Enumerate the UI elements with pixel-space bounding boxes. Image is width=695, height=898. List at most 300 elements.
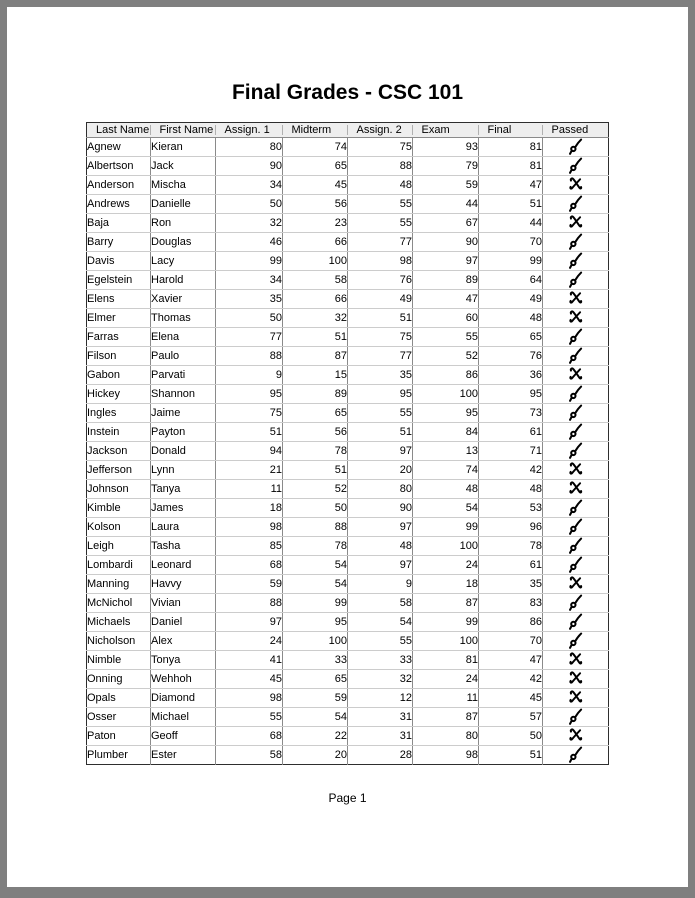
column-header-midterm: Midterm	[283, 123, 348, 138]
cell-passed	[543, 366, 609, 385]
cell-assign2: 33	[348, 651, 413, 670]
failed-x-icon	[568, 670, 583, 687]
cell-passed	[543, 537, 609, 556]
cell-first: Vivian	[151, 594, 216, 613]
cell-assign1: 35	[216, 290, 283, 309]
failed-x-icon	[568, 290, 583, 307]
passed-check-icon	[568, 233, 583, 250]
cell-last: Jefferson	[87, 461, 151, 480]
cell-final: 47	[479, 176, 543, 195]
table-row	[87, 613, 609, 632]
table-row	[87, 594, 609, 613]
cell-passed	[543, 271, 609, 290]
cell-last: Kimble	[87, 499, 151, 518]
cell-last: Plumber	[87, 746, 151, 765]
cell-assign2: 54	[348, 613, 413, 632]
table-row	[87, 385, 609, 404]
cell-first: Leonard	[151, 556, 216, 575]
cell-last: Filson	[87, 347, 151, 366]
passed-check-icon	[568, 423, 583, 440]
cell-last: Farras	[87, 328, 151, 347]
cell-passed	[543, 670, 609, 689]
cell-first: Michael	[151, 708, 216, 727]
cell-passed	[543, 746, 609, 765]
cell-last: Ingles	[87, 404, 151, 423]
cell-midterm: 54	[283, 575, 348, 594]
cell-exam: 100	[413, 385, 479, 404]
cell-passed	[543, 518, 609, 537]
cell-first: Lacy	[151, 252, 216, 271]
cell-assign2: 75	[348, 328, 413, 347]
cell-passed	[543, 176, 609, 195]
cell-assign1: 59	[216, 575, 283, 594]
cell-midterm: 87	[283, 347, 348, 366]
passed-check-icon	[568, 746, 583, 763]
cell-passed	[543, 632, 609, 651]
cell-assign1: 75	[216, 404, 283, 423]
cell-assign2: 32	[348, 670, 413, 689]
cell-final: 81	[479, 138, 543, 157]
table-row	[87, 556, 609, 575]
cell-assign1: 32	[216, 214, 283, 233]
cell-assign2: 55	[348, 404, 413, 423]
cell-midterm: 51	[283, 461, 348, 480]
cell-first: Thomas	[151, 309, 216, 328]
passed-check-icon	[568, 328, 583, 345]
cell-passed	[543, 499, 609, 518]
table-row	[87, 271, 609, 290]
header-row	[87, 123, 609, 138]
cell-midterm: 59	[283, 689, 348, 708]
cell-assign2: 12	[348, 689, 413, 708]
cell-exam: 59	[413, 176, 479, 195]
cell-exam: 89	[413, 271, 479, 290]
cell-assign2: 95	[348, 385, 413, 404]
cell-assign2: 97	[348, 556, 413, 575]
cell-assign1: 99	[216, 252, 283, 271]
cell-assign2: 49	[348, 290, 413, 309]
cell-first: Harold	[151, 271, 216, 290]
cell-last: Osser	[87, 708, 151, 727]
cell-exam: 54	[413, 499, 479, 518]
cell-assign2: 51	[348, 423, 413, 442]
cell-passed	[543, 651, 609, 670]
cell-first: Mischa	[151, 176, 216, 195]
cell-last: Gabon	[87, 366, 151, 385]
cell-passed	[543, 252, 609, 271]
cell-midterm: 54	[283, 708, 348, 727]
cell-midterm: 78	[283, 537, 348, 556]
table-row	[87, 480, 609, 499]
passed-check-icon	[568, 271, 583, 288]
cell-assign2: 80	[348, 480, 413, 499]
cell-first: Wehhoh	[151, 670, 216, 689]
cell-final: 78	[479, 537, 543, 556]
cell-assign2: 55	[348, 214, 413, 233]
cell-last: Andrews	[87, 195, 151, 214]
column-header-last: Last Name	[87, 123, 151, 138]
cell-midterm: 45	[283, 176, 348, 195]
cell-passed	[543, 385, 609, 404]
column-header-exam: Exam	[413, 123, 479, 138]
cell-passed	[543, 404, 609, 423]
cell-assign1: 46	[216, 233, 283, 252]
cell-last: Elens	[87, 290, 151, 309]
cell-final: 61	[479, 423, 543, 442]
cell-exam: 99	[413, 613, 479, 632]
cell-midterm: 15	[283, 366, 348, 385]
passed-check-icon	[568, 556, 583, 573]
cell-final: 51	[479, 195, 543, 214]
table-row	[87, 632, 609, 651]
cell-assign1: 55	[216, 708, 283, 727]
cell-last: Baja	[87, 214, 151, 233]
cell-assign1: 45	[216, 670, 283, 689]
cell-assign1: 24	[216, 632, 283, 651]
cell-midterm: 65	[283, 404, 348, 423]
cell-passed	[543, 195, 609, 214]
cell-assign1: 95	[216, 385, 283, 404]
table-row	[87, 328, 609, 347]
passed-check-icon	[568, 404, 583, 421]
cell-exam: 90	[413, 233, 479, 252]
cell-last: Barry	[87, 233, 151, 252]
cell-assign2: 77	[348, 233, 413, 252]
column-header-final: Final	[479, 123, 543, 138]
cell-assign2: 55	[348, 195, 413, 214]
cell-passed	[543, 594, 609, 613]
cell-assign1: 68	[216, 727, 283, 746]
cell-first: Xavier	[151, 290, 216, 309]
failed-x-icon	[568, 366, 583, 383]
cell-assign1: 90	[216, 157, 283, 176]
cell-exam: 48	[413, 480, 479, 499]
cell-assign2: 28	[348, 746, 413, 765]
cell-assign2: 97	[348, 442, 413, 461]
column-header-assign2: Assign. 2	[348, 123, 413, 138]
cell-final: 81	[479, 157, 543, 176]
cell-first: Tanya	[151, 480, 216, 499]
cell-midterm: 23	[283, 214, 348, 233]
cell-passed	[543, 214, 609, 233]
cell-first: Lynn	[151, 461, 216, 480]
cell-assign2: 48	[348, 176, 413, 195]
passed-check-icon	[568, 138, 583, 155]
cell-assign1: 34	[216, 176, 283, 195]
cell-first: Ester	[151, 746, 216, 765]
cell-assign1: 88	[216, 594, 283, 613]
cell-passed	[543, 613, 609, 632]
table-row	[87, 423, 609, 442]
grades-table	[86, 122, 609, 765]
cell-passed	[543, 708, 609, 727]
cell-exam: 93	[413, 138, 479, 157]
cell-exam: 87	[413, 594, 479, 613]
cell-passed	[543, 480, 609, 499]
column-header-first: First Name	[151, 123, 216, 138]
cell-passed	[543, 461, 609, 480]
cell-last: Johnson	[87, 480, 151, 499]
failed-x-icon	[568, 176, 583, 193]
cell-midterm: 52	[283, 480, 348, 499]
table-row	[87, 366, 609, 385]
cell-last: Nicholson	[87, 632, 151, 651]
cell-first: Paulo	[151, 347, 216, 366]
table-row	[87, 157, 609, 176]
cell-exam: 47	[413, 290, 479, 309]
cell-exam: 44	[413, 195, 479, 214]
cell-first: Douglas	[151, 233, 216, 252]
cell-exam: 13	[413, 442, 479, 461]
cell-midterm: 99	[283, 594, 348, 613]
passed-check-icon	[568, 594, 583, 611]
cell-final: 42	[479, 461, 543, 480]
cell-last: Manning	[87, 575, 151, 594]
column-header-assign1: Assign. 1	[216, 123, 283, 138]
passed-check-icon	[568, 157, 583, 174]
cell-first: Geoff	[151, 727, 216, 746]
cell-assign2: 77	[348, 347, 413, 366]
cell-final: 76	[479, 347, 543, 366]
cell-assign1: 80	[216, 138, 283, 157]
cell-last: Agnew	[87, 138, 151, 157]
cell-assign2: 31	[348, 708, 413, 727]
cell-passed	[543, 689, 609, 708]
cell-final: 86	[479, 613, 543, 632]
cell-first: Parvati	[151, 366, 216, 385]
passed-check-icon	[568, 518, 583, 535]
cell-first: Elena	[151, 328, 216, 347]
table-row	[87, 442, 609, 461]
cell-assign2: 90	[348, 499, 413, 518]
cell-assign1: 34	[216, 271, 283, 290]
cell-exam: 24	[413, 670, 479, 689]
cell-assign1: 88	[216, 347, 283, 366]
cell-last: Davis	[87, 252, 151, 271]
cell-exam: 87	[413, 708, 479, 727]
cell-exam: 84	[413, 423, 479, 442]
cell-first: Donald	[151, 442, 216, 461]
table-row	[87, 537, 609, 556]
cell-first: Havvy	[151, 575, 216, 594]
cell-passed	[543, 575, 609, 594]
cell-final: 96	[479, 518, 543, 537]
cell-final: 73	[479, 404, 543, 423]
cell-final: 49	[479, 290, 543, 309]
cell-last: Paton	[87, 727, 151, 746]
cell-last: McNichol	[87, 594, 151, 613]
cell-first: Jack	[151, 157, 216, 176]
cell-exam: 60	[413, 309, 479, 328]
cell-exam: 52	[413, 347, 479, 366]
table-row	[87, 708, 609, 727]
table-row	[87, 233, 609, 252]
cell-assign2: 76	[348, 271, 413, 290]
cell-midterm: 58	[283, 271, 348, 290]
table-row	[87, 252, 609, 271]
cell-exam: 81	[413, 651, 479, 670]
cell-passed	[543, 423, 609, 442]
table-row	[87, 499, 609, 518]
cell-assign1: 11	[216, 480, 283, 499]
cell-midterm: 100	[283, 632, 348, 651]
cell-passed	[543, 157, 609, 176]
cell-passed	[543, 727, 609, 746]
cell-final: 50	[479, 727, 543, 746]
cell-final: 53	[479, 499, 543, 518]
cell-first: James	[151, 499, 216, 518]
passed-check-icon	[568, 537, 583, 554]
cell-final: 95	[479, 385, 543, 404]
cell-passed	[543, 442, 609, 461]
cell-final: 65	[479, 328, 543, 347]
cell-assign1: 85	[216, 537, 283, 556]
failed-x-icon	[568, 575, 583, 592]
passed-check-icon	[568, 708, 583, 725]
cell-final: 35	[479, 575, 543, 594]
cell-exam: 97	[413, 252, 479, 271]
cell-first: Danielle	[151, 195, 216, 214]
cell-final: 71	[479, 442, 543, 461]
cell-midterm: 89	[283, 385, 348, 404]
cell-first: Jaime	[151, 404, 216, 423]
cell-last: Anderson	[87, 176, 151, 195]
cell-first: Tonya	[151, 651, 216, 670]
column-header-passed: Passed	[543, 123, 609, 138]
cell-midterm: 66	[283, 290, 348, 309]
cell-assign1: 18	[216, 499, 283, 518]
failed-x-icon	[568, 689, 583, 706]
report-title: Final Grades - CSC 101	[231, 81, 464, 104]
table-row	[87, 290, 609, 309]
cell-last: Jackson	[87, 442, 151, 461]
cell-first: Payton	[151, 423, 216, 442]
table-row	[87, 195, 609, 214]
cell-assign2: 51	[348, 309, 413, 328]
table-row	[87, 404, 609, 423]
cell-midterm: 78	[283, 442, 348, 461]
cell-midterm: 65	[283, 157, 348, 176]
cell-assign1: 9	[216, 366, 283, 385]
cell-midterm: 65	[283, 670, 348, 689]
failed-x-icon	[568, 480, 583, 497]
cell-assign1: 98	[216, 518, 283, 537]
cell-passed	[543, 309, 609, 328]
cell-final: 57	[479, 708, 543, 727]
table-row	[87, 651, 609, 670]
cell-exam: 79	[413, 157, 479, 176]
passed-check-icon	[568, 252, 583, 269]
cell-final: 64	[479, 271, 543, 290]
table-row	[87, 689, 609, 708]
failed-x-icon	[568, 651, 583, 668]
cell-midterm: 88	[283, 518, 348, 537]
cell-exam: 95	[413, 404, 479, 423]
failed-x-icon	[568, 309, 583, 326]
cell-last: Leigh	[87, 537, 151, 556]
cell-last: Instein	[87, 423, 151, 442]
cell-exam: 11	[413, 689, 479, 708]
passed-check-icon	[568, 613, 583, 630]
cell-exam: 100	[413, 632, 479, 651]
cell-exam: 86	[413, 366, 479, 385]
cell-exam: 98	[413, 746, 479, 765]
cell-exam: 18	[413, 575, 479, 594]
cell-midterm: 54	[283, 556, 348, 575]
cell-passed	[543, 233, 609, 252]
cell-last: Egelstein	[87, 271, 151, 290]
cell-exam: 67	[413, 214, 479, 233]
table-row	[87, 746, 609, 765]
cell-midterm: 50	[283, 499, 348, 518]
table-row	[87, 176, 609, 195]
table-row	[87, 518, 609, 537]
cell-midterm: 22	[283, 727, 348, 746]
cell-last: Kolson	[87, 518, 151, 537]
cell-last: Elmer	[87, 309, 151, 328]
cell-midterm: 33	[283, 651, 348, 670]
cell-assign1: 41	[216, 651, 283, 670]
cell-passed	[543, 138, 609, 157]
cell-last: Lombardi	[87, 556, 151, 575]
cell-midterm: 56	[283, 195, 348, 214]
table-row	[87, 670, 609, 689]
cell-passed	[543, 347, 609, 366]
cell-assign2: 75	[348, 138, 413, 157]
cell-last: Nimble	[87, 651, 151, 670]
cell-final: 51	[479, 746, 543, 765]
cell-passed	[543, 556, 609, 575]
cell-midterm: 56	[283, 423, 348, 442]
cell-assign1: 97	[216, 613, 283, 632]
passed-check-icon	[568, 499, 583, 516]
cell-first: Alex	[151, 632, 216, 651]
cell-assign1: 50	[216, 309, 283, 328]
cell-exam: 99	[413, 518, 479, 537]
cell-midterm: 100	[283, 252, 348, 271]
cell-last: Michaels	[87, 613, 151, 632]
table-row	[87, 214, 609, 233]
cell-first: Diamond	[151, 689, 216, 708]
passed-check-icon	[568, 195, 583, 212]
cell-exam: 100	[413, 537, 479, 556]
cell-assign2: 20	[348, 461, 413, 480]
cell-last: Opals	[87, 689, 151, 708]
cell-midterm: 20	[283, 746, 348, 765]
cell-last: Onning	[87, 670, 151, 689]
table-row	[87, 575, 609, 594]
cell-exam: 80	[413, 727, 479, 746]
cell-final: 47	[479, 651, 543, 670]
cell-final: 48	[479, 309, 543, 328]
cell-final: 44	[479, 214, 543, 233]
cell-midterm: 74	[283, 138, 348, 157]
cell-assign1: 77	[216, 328, 283, 347]
cell-final: 45	[479, 689, 543, 708]
cell-first: Shannon	[151, 385, 216, 404]
cell-first: Tasha	[151, 537, 216, 556]
passed-check-icon	[568, 385, 583, 402]
cell-assign2: 55	[348, 632, 413, 651]
passed-check-icon	[568, 632, 583, 649]
cell-assign2: 58	[348, 594, 413, 613]
cell-assign2: 31	[348, 727, 413, 746]
report-page	[7, 7, 688, 887]
table-row	[87, 347, 609, 366]
page-number: Page 1	[328, 791, 367, 805]
cell-assign2: 48	[348, 537, 413, 556]
cell-last: Albertson	[87, 157, 151, 176]
